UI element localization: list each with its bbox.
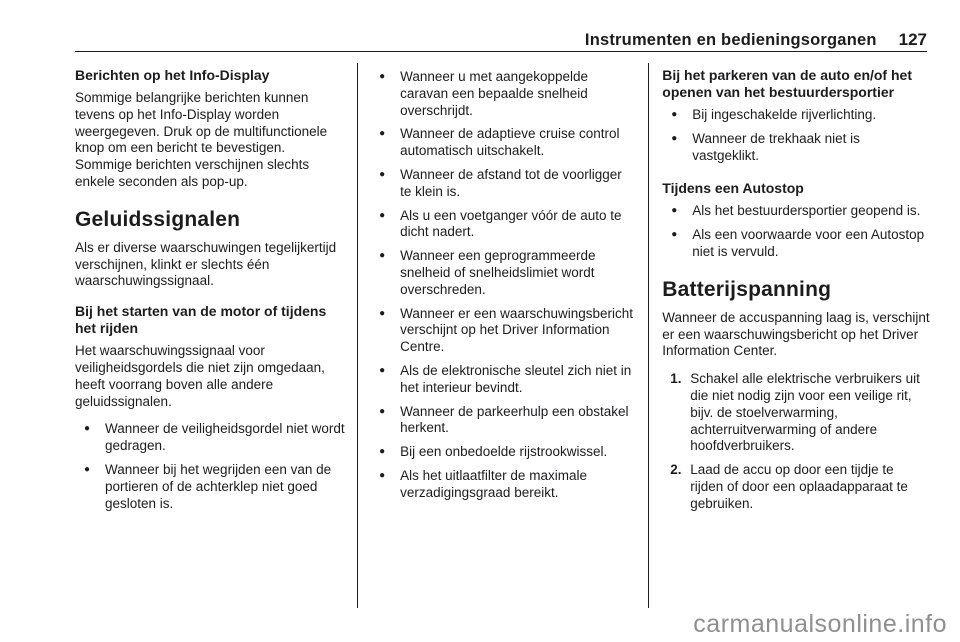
list-item-text: Als het bestuurdersportier geopend is.: [692, 203, 921, 219]
list-item: [370, 306, 636, 356]
list-item: [662, 107, 930, 124]
numbered-list: [662, 371, 930, 512]
bullet-marker: ●: [671, 109, 678, 120]
list-item: [370, 167, 636, 201]
bullet-marker: ●: [379, 405, 386, 417]
list-item-text: Als u een voetganger vóór de auto te dicht nadert.: [400, 207, 622, 240]
column-1: [75, 63, 345, 608]
list-item: [370, 444, 636, 461]
list-item: [370, 208, 636, 242]
paragraph: Sommige belangrijke berichten kunnen tevens op het Info-Display worden weergegeven. Druk op de multifunctionele knop om een bericht te bevestigen. Sommige berichten verschijnen slechts enkele seconden als pop-up.: [75, 90, 328, 189]
numbered-item: [662, 462, 930, 512]
heading-geluidssignalen: Geluidssignalen: [75, 207, 241, 231]
list-item-text: Wanneer u met aangekoppelde caravan een bepaalde snelheid overschrijdt.: [400, 69, 589, 118]
bullet-list: [662, 107, 930, 164]
list-item: [662, 131, 930, 165]
numbered-item: [662, 371, 930, 455]
subheading-berichten-info-display: Berichten op het Info-Display: [75, 67, 270, 83]
column-3: [662, 63, 930, 608]
list-item: [370, 248, 636, 298]
watermark-carmanualsonline: carmanualsonline.info: [693, 610, 947, 638]
bullet-marker: ●: [379, 209, 386, 221]
list-item-text: Als het uitlaatfilter de maximale verzadigingsgraad bereikt.: [400, 467, 587, 500]
bullet-marker: ●: [84, 423, 91, 435]
numbered-item-text: Schakel alle elektrische verbruikers uit die niet nodig zijn voor een veilige rit, bijv. de stoelverwarming, achterruitverwarming of andere hoofdverbruikers.: [690, 371, 920, 454]
page-content: [75, 63, 930, 608]
bullet-marker: ●: [671, 132, 678, 144]
list-item-text: Wanneer er een waarschuwingsbericht verschijnt op het Driver Information Centre.: [400, 305, 633, 355]
list-item: [75, 462, 345, 512]
step-number: 2.: [670, 462, 682, 478]
heading-batterijspanning: Batterijspanning: [662, 277, 832, 301]
paragraph: Als er diverse waarschuwingen tegelijkertijd verschijnen, klinkt er slechts één waarschuwingssignaal.: [75, 239, 337, 289]
bullet-marker: ●: [379, 250, 386, 262]
column-2: [370, 63, 636, 608]
paragraph: Wanneer de accuspanning laag is, verschijnt er een waarschuwingsbericht op het Driver Information Center.: [662, 309, 930, 359]
list-item-text: Wanneer bij het wegrijden een van de portieren of de achterklep niet goed gesloten is.: [105, 461, 332, 511]
list-item: [370, 69, 636, 119]
bullet-marker: ●: [84, 463, 91, 475]
list-item-text: Bij een onbedoelde rijstrookwissel.: [400, 444, 608, 460]
bullet-marker: ●: [379, 128, 386, 140]
list-item-text: Als een voorwaarde voor een Autostop niet is vervuld.: [692, 227, 925, 259]
list-item-text: Wanneer de afstand tot de voorligger te klein is.: [400, 166, 622, 199]
list-item-text: Als de elektronische sleutel zich niet in het interieur bevindt.: [400, 362, 632, 395]
bullet-marker: ●: [379, 71, 386, 82]
header-rule: [75, 51, 927, 52]
list-item-text: Wanneer de trekhaak niet is vastgeklikt.: [692, 130, 860, 163]
bullet-list: [370, 69, 636, 502]
paragraph: Het waarschuwingssignaal voor veiligheidsgordels die niet zijn omgedaan, heeft voorrang boven alle andere geluidssignalen.: [75, 343, 325, 409]
bullet-marker: ●: [671, 205, 678, 217]
step-number: 1.: [670, 371, 682, 387]
bullet-list: [662, 203, 930, 260]
header-page-number: 127: [898, 30, 927, 49]
bullet-marker: ●: [379, 446, 386, 458]
list-item: [370, 363, 636, 397]
subheading-tijdens-autostop: Tijdens een Autostop: [662, 180, 804, 197]
list-item: [75, 421, 345, 455]
list-item: [662, 227, 930, 261]
list-item: [662, 203, 930, 220]
list-item: [370, 468, 636, 502]
list-item: [370, 126, 636, 160]
column-separator: [357, 63, 358, 608]
subheading-parkeren-auto: Bij het parkeren van de auto en/of het openen van het bestuurdersportier: [662, 67, 912, 100]
bullet-marker: ●: [379, 168, 386, 180]
list-item-text: Wanneer de veiligheidsgordel niet wordt gedragen.: [105, 421, 345, 454]
header-chapter-title: Instrumenten en bedieningsorganen: [584, 31, 877, 49]
list-item: [370, 404, 636, 438]
bullet-marker: ●: [379, 364, 386, 376]
bullet-marker: ●: [379, 469, 386, 481]
list-item-text: Wanneer de parkeerhulp een obstakel herkent.: [400, 403, 629, 436]
bullet-marker: ●: [379, 307, 386, 319]
list-item-text: Bij ingeschakelde rijverlichting.: [692, 107, 877, 122]
running-header: [75, 30, 927, 50]
bullet-list: [75, 421, 345, 512]
numbered-item-text: Laad de accu op door een tijdje te rijden of door een oplaadapparaat te gebruiken.: [690, 462, 908, 511]
list-item-text: Wanneer de adaptieve cruise control automatisch uitschakelt.: [400, 126, 620, 159]
column-separator: [648, 63, 649, 608]
subheading-starten-motor: Bij het starten van de motor of tijdens het rijden: [75, 303, 327, 337]
list-item-text: Wanneer een geprogrammeerde snelheid of snelheidslimiet wordt overschreden.: [400, 248, 596, 297]
bullet-marker: ●: [671, 229, 678, 241]
